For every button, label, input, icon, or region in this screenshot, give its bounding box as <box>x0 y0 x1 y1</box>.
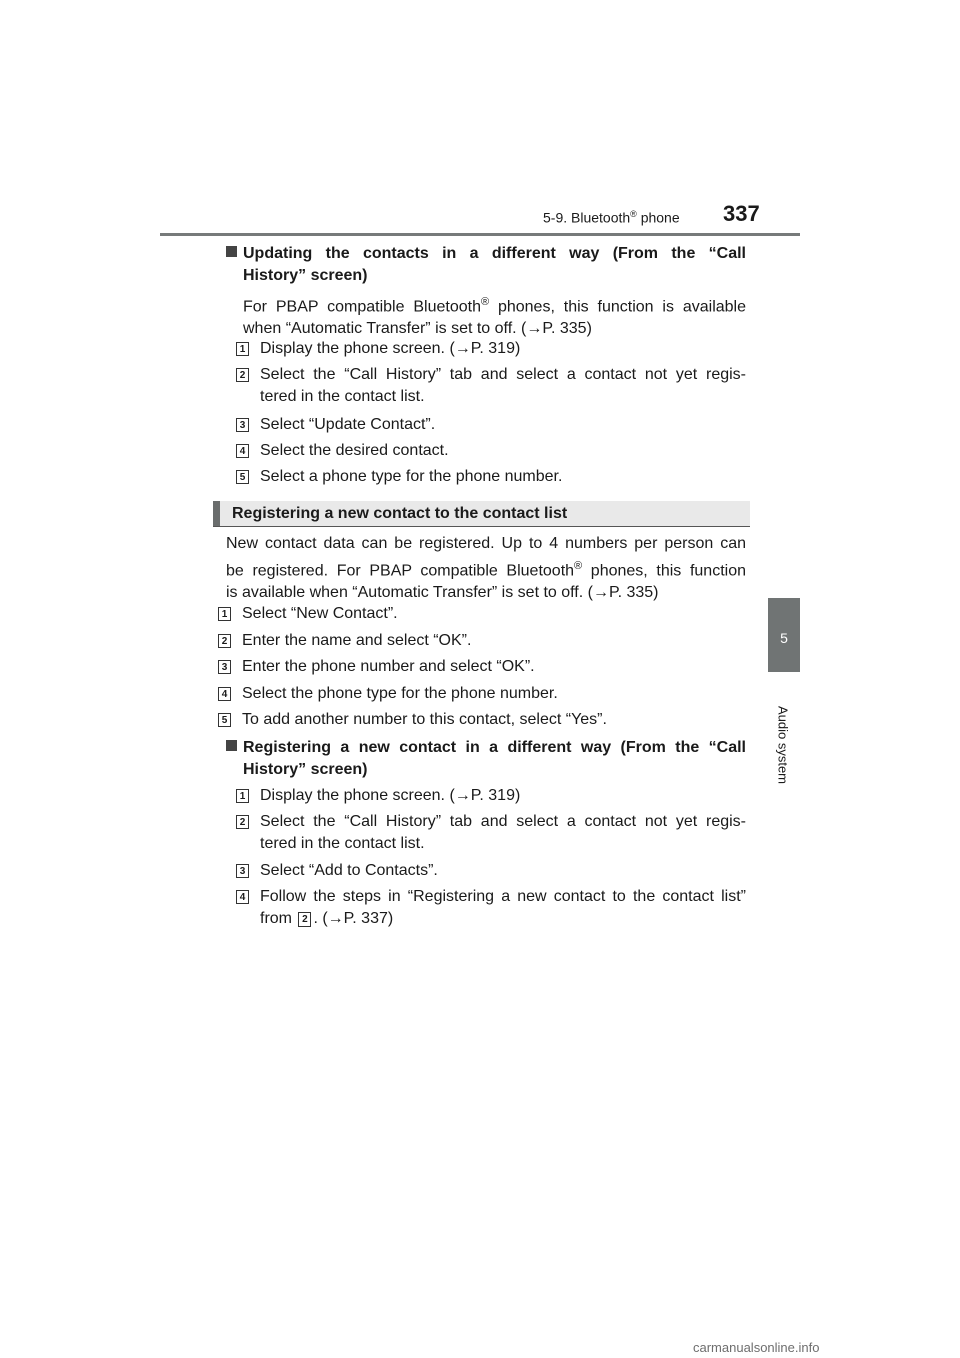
step-badge: 1 <box>236 342 249 356</box>
registered-mark: ® <box>630 209 637 219</box>
step-text-line1: Select the “Call History” tab and select a contact not yet regis- <box>260 813 746 830</box>
step-badge: 1 <box>218 607 231 621</box>
step-badge: 1 <box>236 789 249 803</box>
step-badge: 3 <box>218 660 231 674</box>
step-text-line2: tered in the contact list. <box>260 835 425 852</box>
step-text-line1: Select the “Call History” tab and select a contact not yet regis- <box>260 366 746 383</box>
step-badge: 2 <box>218 634 231 648</box>
step-badge: 5 <box>236 470 249 484</box>
update-heading <box>226 243 746 287</box>
step-reference-badge: 2 <box>298 912 311 927</box>
step-badge: 5 <box>218 713 231 727</box>
chapter-label <box>748 705 818 785</box>
watermark: carmanualsonline.info <box>693 1340 820 1355</box>
step-text: To add another number to this contact, select “Yes”. <box>242 711 607 728</box>
page-number: 337 <box>723 201 760 226</box>
register-alt-heading <box>226 737 746 781</box>
page-header <box>0 0 960 240</box>
register-alt-heading-line1: Registering a new contact in a different way (From the “Call <box>243 739 746 756</box>
step-text: Select “Add to Contacts”. <box>260 862 438 879</box>
register-intro-line2b: phones, this function <box>582 562 746 580</box>
step-badge: 4 <box>218 687 231 701</box>
update-heading-line1: Updating the contacts in a different way (From the “Call <box>243 245 746 262</box>
section-title <box>543 209 680 226</box>
step-text: Display the phone screen. (→P. 319) <box>260 340 521 357</box>
header-rule <box>160 233 800 236</box>
update-intro-line1a: For PBAP compatible Bluetooth <box>243 298 481 316</box>
step-badge: 2 <box>236 368 249 382</box>
step-text: Display the phone screen. (→P. 319) <box>260 787 521 804</box>
register-intro-line3: is available when “Automatic Transfer” is set to off. (→P. 335) <box>226 584 659 602</box>
chapter-label-text: Audio system <box>775 705 791 785</box>
update-intro-line2: when “Automatic Transfer” is set to off. (→P. 335) <box>243 320 592 338</box>
step-text-page-ref: . (→P. 337) <box>313 910 394 927</box>
step-text: Enter the phone number and select “OK”. <box>242 658 535 675</box>
step-text <box>260 811 746 855</box>
step-text: Enter the name and select “OK”. <box>242 632 472 649</box>
step-text <box>260 886 746 930</box>
step-text: Select a phone type for the phone number. <box>260 468 563 485</box>
step-text-line2: tered in the contact list. <box>260 388 425 405</box>
step-badge: 4 <box>236 890 249 904</box>
section-text: 5-9. Bluetooth <box>543 209 631 226</box>
step-text: Select “New Contact”. <box>242 605 398 622</box>
step-text: Select the desired contact. <box>260 442 449 459</box>
step-text-line2 <box>260 908 746 930</box>
step-text-line1: Follow the steps in “Registering a new contact to the contact list” <box>260 888 746 905</box>
square-bullet-icon <box>226 246 237 257</box>
update-intro <box>243 291 746 340</box>
chapter-tab: 5 <box>768 598 800 672</box>
section-header-bar <box>213 501 750 527</box>
register-alt-heading-line2: History” screen) <box>243 761 368 778</box>
step-badge: 3 <box>236 864 249 878</box>
step-badge: 2 <box>236 815 249 829</box>
update-intro-line1b: phones, this function is available <box>489 298 747 316</box>
step-text-from: from <box>260 910 297 927</box>
section-suffix: phone <box>636 209 680 226</box>
section-header-underline <box>213 526 750 527</box>
step-text <box>260 364 746 408</box>
step-badge: 4 <box>236 444 249 458</box>
registered-mark: ® <box>574 560 583 572</box>
registered-mark: ® <box>480 296 490 308</box>
register-intro-line1: New contact data can be registered. Up to 4 numbers per person can <box>226 535 746 552</box>
step-text: Select the phone type for the phone number. <box>242 685 558 702</box>
step-text: Select “Update Contact”. <box>260 416 436 433</box>
register-intro <box>226 533 746 604</box>
step-badge: 3 <box>236 418 249 432</box>
square-bullet-icon <box>226 740 237 751</box>
section-header-title: Registering a new contact to the contact list <box>232 505 568 522</box>
update-heading-line2: History” screen) <box>243 267 368 284</box>
register-intro-line2a: be registered. For PBAP compatible Bluetooth <box>226 562 575 580</box>
